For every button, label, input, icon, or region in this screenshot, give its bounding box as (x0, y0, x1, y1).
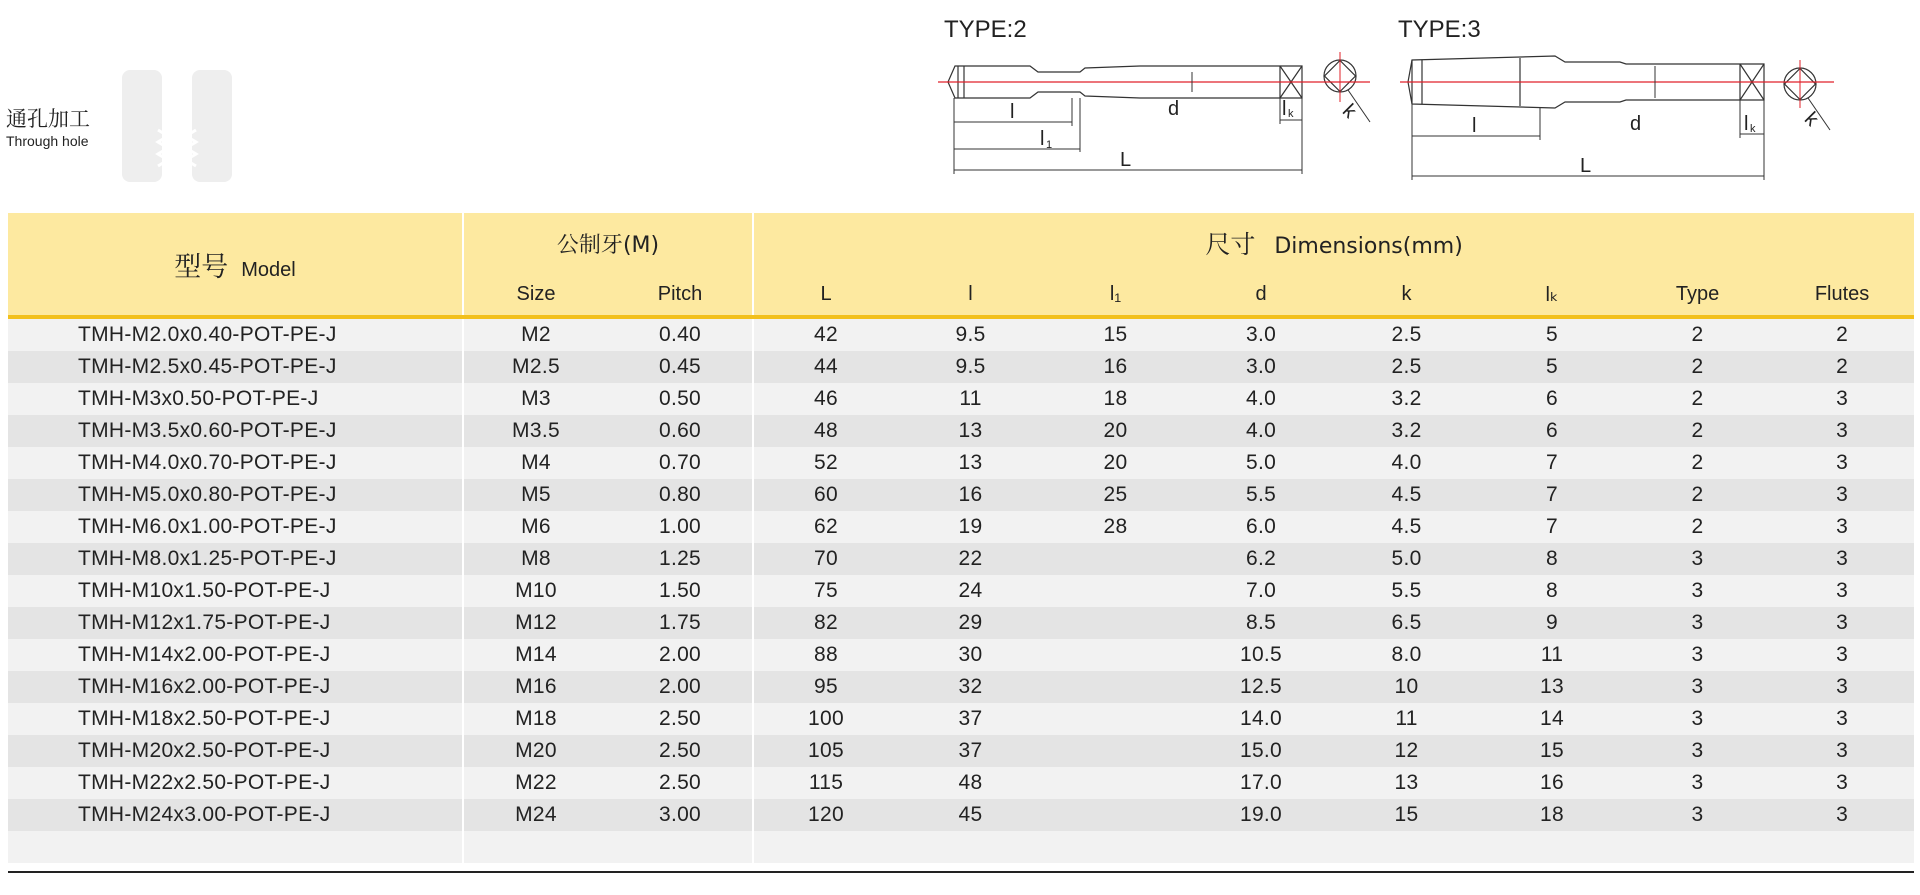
cell-d: 8.5 (1188, 607, 1334, 639)
cell-l1 (1043, 671, 1188, 703)
col-l1-header: l₁ (1043, 273, 1188, 317)
type2-label-L: L (1120, 149, 1132, 171)
cell-L: 100 (753, 703, 898, 735)
cell-size: M3 (463, 383, 608, 415)
cell-flutes: 2 (1770, 351, 1914, 383)
cell-d: 5.5 (1188, 479, 1334, 511)
cell-type: 2 (1625, 479, 1770, 511)
cell-L: 105 (753, 735, 898, 767)
cell-size: M8 (463, 543, 608, 575)
cell-k: 3.2 (1334, 383, 1479, 415)
cell-L: 44 (753, 351, 898, 383)
cell-d: 14.0 (1188, 703, 1334, 735)
cell-size: M20 (463, 735, 608, 767)
cell-pitch: 1.00 (608, 511, 753, 543)
cell-l1: 15 (1043, 317, 1188, 351)
cell-flutes: 3 (1770, 479, 1914, 511)
cell-d: 6.0 (1188, 511, 1334, 543)
cell-type: 3 (1625, 767, 1770, 799)
cell-l: 11 (898, 383, 1043, 415)
cell-size: M24 (463, 799, 608, 831)
cell-flutes: 3 (1770, 799, 1914, 831)
cell-size: M5 (463, 479, 608, 511)
model-header-cn: 型号 (174, 251, 229, 283)
table-row (8, 351, 1914, 383)
through-hole-en: Through hole (6, 133, 89, 149)
cell-k: 8.0 (1334, 639, 1479, 671)
cell-lk: 5 (1479, 351, 1625, 383)
type2-title: TYPE:2 (944, 16, 1027, 43)
type3-label-k: k (1799, 107, 1823, 131)
cell-lk: 8 (1479, 543, 1625, 575)
cell-type: 2 (1625, 351, 1770, 383)
cell-model: TMH-M4.0x0.70-POT-PE-J (8, 447, 463, 479)
cell-L: 120 (753, 799, 898, 831)
cell-l: 19 (898, 511, 1043, 543)
cell-type: 2 (1625, 317, 1770, 351)
cell-d: 10.5 (1188, 639, 1334, 671)
cell-flutes (1770, 831, 1914, 863)
cell-lk: 15 (1479, 735, 1625, 767)
cell-k: 10 (1334, 671, 1479, 703)
cell-model: TMH-M3.5x0.60-POT-PE-J (8, 415, 463, 447)
cell-l1 (1043, 575, 1188, 607)
cell-model: TMH-M16x2.00-POT-PE-J (8, 671, 463, 703)
cell-d: 15.0 (1188, 735, 1334, 767)
table-bottom-rule (8, 871, 1914, 873)
cell-model (8, 831, 463, 863)
table-row (8, 543, 1914, 575)
cell-d: 3.0 (1188, 317, 1334, 351)
cell-lk: 14 (1479, 703, 1625, 735)
cell-k: 15 (1334, 799, 1479, 831)
cell-d: 12.5 (1188, 671, 1334, 703)
cell-type: 3 (1625, 575, 1770, 607)
cell-k: 4.5 (1334, 479, 1479, 511)
cell-pitch: 1.25 (608, 543, 753, 575)
cell-d: 17.0 (1188, 767, 1334, 799)
cell-lk: 7 (1479, 447, 1625, 479)
cell-L: 95 (753, 671, 898, 703)
cell-lk: 16 (1479, 767, 1625, 799)
type2-label-l1-sub: 1 (1046, 139, 1053, 151)
type2-tap-diagram (930, 12, 1380, 192)
cell-flutes: 3 (1770, 383, 1914, 415)
cell-size (463, 831, 608, 863)
model-header (8, 213, 463, 317)
cell-k: 2.5 (1334, 351, 1479, 383)
cell-flutes: 3 (1770, 447, 1914, 479)
through-hole-icon (120, 70, 235, 182)
cell-L: 60 (753, 479, 898, 511)
table-row (8, 831, 1914, 863)
cell-l1: 20 (1043, 447, 1188, 479)
cell-flutes: 3 (1770, 511, 1914, 543)
col-pitch-header: Pitch (608, 273, 753, 317)
cell-k: 3.2 (1334, 415, 1479, 447)
type2-label-lk: l (1282, 98, 1287, 120)
cell-L: 115 (753, 767, 898, 799)
col-type-header: Type (1625, 273, 1770, 317)
spec-table-body (8, 317, 1914, 863)
cell-l: 24 (898, 575, 1043, 607)
col-flutes-header: Flutes (1770, 273, 1914, 317)
cell-model: TMH-M8.0x1.25-POT-PE-J (8, 543, 463, 575)
cell-L: 42 (753, 317, 898, 351)
cell-pitch: 1.50 (608, 575, 753, 607)
cell-l1: 16 (1043, 351, 1188, 383)
cell-l1: 20 (1043, 415, 1188, 447)
cell-l: 9.5 (898, 317, 1043, 351)
cell-size: M16 (463, 671, 608, 703)
table-row (8, 575, 1914, 607)
cell-l: 37 (898, 703, 1043, 735)
cell-lk: 6 (1479, 415, 1625, 447)
cell-type: 2 (1625, 511, 1770, 543)
col-lk-header: lₖ (1479, 273, 1625, 317)
cell-pitch: 0.70 (608, 447, 753, 479)
cell-l: 22 (898, 543, 1043, 575)
cell-l1 (1043, 639, 1188, 671)
cell-flutes: 2 (1770, 317, 1914, 351)
metric-header-cn: 公制牙 (556, 232, 623, 258)
cell-l: 13 (898, 415, 1043, 447)
table-row (8, 511, 1914, 543)
cell-pitch: 0.80 (608, 479, 753, 511)
cell-l: 16 (898, 479, 1043, 511)
cell-k: 12 (1334, 735, 1479, 767)
cell-lk: 18 (1479, 799, 1625, 831)
cell-k: 2.5 (1334, 317, 1479, 351)
cell-flutes: 3 (1770, 543, 1914, 575)
cell-L: 62 (753, 511, 898, 543)
cell-l1 (1043, 543, 1188, 575)
table-row (8, 317, 1914, 351)
table-row (8, 383, 1914, 415)
cell-l1 (1043, 735, 1188, 767)
through-hole-label (6, 108, 90, 150)
cell-size: M22 (463, 767, 608, 799)
cell-lk: 7 (1479, 511, 1625, 543)
cell-L (753, 831, 898, 863)
cell-lk: 7 (1479, 479, 1625, 511)
cell-pitch: 1.75 (608, 607, 753, 639)
model-header-en: Model (241, 258, 296, 281)
cell-L: 46 (753, 383, 898, 415)
cell-L: 70 (753, 543, 898, 575)
cell-size: M4 (463, 447, 608, 479)
cell-d: 4.0 (1188, 383, 1334, 415)
cell-l1 (1043, 767, 1188, 799)
cell-L: 75 (753, 575, 898, 607)
cell-type: 3 (1625, 703, 1770, 735)
cell-pitch: 0.40 (608, 317, 753, 351)
type3-title: TYPE:3 (1398, 16, 1481, 43)
table-row (8, 479, 1914, 511)
cell-size: M12 (463, 607, 608, 639)
cell-model: TMH-M14x2.00-POT-PE-J (8, 639, 463, 671)
spec-table (8, 213, 1914, 863)
cell-l: 9.5 (898, 351, 1043, 383)
cell-lk: 11 (1479, 639, 1625, 671)
cell-type: 2 (1625, 447, 1770, 479)
cell-size: M6 (463, 511, 608, 543)
cell-type: 2 (1625, 383, 1770, 415)
cell-lk: 13 (1479, 671, 1625, 703)
table-row (8, 447, 1914, 479)
cell-flutes: 3 (1770, 607, 1914, 639)
cell-L: 48 (753, 415, 898, 447)
cell-l: 32 (898, 671, 1043, 703)
dimensions-header-cn: 尺寸 (1205, 230, 1256, 259)
cell-l1 (1043, 607, 1188, 639)
cell-size: M14 (463, 639, 608, 671)
cell-pitch: 2.50 (608, 735, 753, 767)
cell-l: 37 (898, 735, 1043, 767)
table-row (8, 703, 1914, 735)
dimensions-header-en: Dimensions(mm) (1274, 234, 1463, 259)
cell-l1 (1043, 799, 1188, 831)
cell-flutes: 3 (1770, 415, 1914, 447)
cell-pitch (608, 831, 753, 863)
cell-lk: 9 (1479, 607, 1625, 639)
cell-pitch: 0.45 (608, 351, 753, 383)
type3-label-lk: l (1744, 113, 1749, 135)
cell-d: 5.0 (1188, 447, 1334, 479)
cell-lk: 8 (1479, 575, 1625, 607)
cell-flutes: 3 (1770, 639, 1914, 671)
type2-label-l1: l (1040, 128, 1045, 150)
table-row (8, 415, 1914, 447)
cell-k: 4.5 (1334, 511, 1479, 543)
cell-size: M10 (463, 575, 608, 607)
cell-model: TMH-M2.0x0.40-POT-PE-J (8, 317, 463, 351)
cell-k (1334, 831, 1479, 863)
table-row (8, 735, 1914, 767)
cell-l: 29 (898, 607, 1043, 639)
cell-flutes: 3 (1770, 575, 1914, 607)
cell-model: TMH-M24x3.00-POT-PE-J (8, 799, 463, 831)
cell-l: 45 (898, 799, 1043, 831)
cell-lk (1479, 831, 1625, 863)
cell-flutes: 3 (1770, 703, 1914, 735)
cell-d: 7.0 (1188, 575, 1334, 607)
cell-model: TMH-M3x0.50-POT-PE-J (8, 383, 463, 415)
cell-l: 30 (898, 639, 1043, 671)
cell-model: TMH-M6.0x1.00-POT-PE-J (8, 511, 463, 543)
cell-l: 48 (898, 767, 1043, 799)
cell-model: TMH-M2.5x0.45-POT-PE-J (8, 351, 463, 383)
type2-label-d: d (1168, 98, 1180, 120)
cell-k: 4.0 (1334, 447, 1479, 479)
cell-pitch: 0.50 (608, 383, 753, 415)
cell-l (898, 831, 1043, 863)
cell-type: 3 (1625, 543, 1770, 575)
through-hole-cn: 通孔加工 (6, 107, 90, 131)
type3-label-lk-sub: k (1750, 123, 1756, 135)
cell-model: TMH-M20x2.50-POT-PE-J (8, 735, 463, 767)
type2-label-l: l (1010, 101, 1015, 123)
cell-model: TMH-M5.0x0.80-POT-PE-J (8, 479, 463, 511)
type3-tap-diagram (1390, 12, 1850, 192)
table-row (8, 671, 1914, 703)
cell-L: 88 (753, 639, 898, 671)
type3-label-L: L (1580, 155, 1592, 177)
cell-L: 52 (753, 447, 898, 479)
table-row (8, 799, 1914, 831)
cell-l1 (1043, 831, 1188, 863)
cell-l1 (1043, 703, 1188, 735)
cell-flutes: 3 (1770, 767, 1914, 799)
col-L-header: L (753, 273, 898, 317)
cell-L: 82 (753, 607, 898, 639)
cell-size: M18 (463, 703, 608, 735)
cell-k: 5.5 (1334, 575, 1479, 607)
cell-model: TMH-M10x1.50-POT-PE-J (8, 575, 463, 607)
cell-pitch: 0.60 (608, 415, 753, 447)
table-row (8, 607, 1914, 639)
cell-type: 3 (1625, 671, 1770, 703)
type2-label-k: k (1337, 99, 1361, 123)
cell-d: 19.0 (1188, 799, 1334, 831)
cell-size: M3.5 (463, 415, 608, 447)
cell-flutes: 3 (1770, 735, 1914, 767)
type2-label-lk-sub: k (1288, 108, 1294, 120)
dimensions-header (753, 213, 1914, 273)
cell-d (1188, 831, 1334, 863)
cell-pitch: 2.00 (608, 639, 753, 671)
metric-header (463, 213, 753, 273)
cell-size: M2 (463, 317, 608, 351)
cell-l1: 18 (1043, 383, 1188, 415)
cell-model: TMH-M12x1.75-POT-PE-J (8, 607, 463, 639)
cell-type (1625, 831, 1770, 863)
cell-type: 3 (1625, 639, 1770, 671)
cell-pitch: 2.50 (608, 703, 753, 735)
cell-pitch: 3.00 (608, 799, 753, 831)
cell-size: M2.5 (463, 351, 608, 383)
cell-type: 2 (1625, 415, 1770, 447)
col-k-header: k (1334, 273, 1479, 317)
cell-type: 3 (1625, 607, 1770, 639)
cell-d: 6.2 (1188, 543, 1334, 575)
cell-l1: 25 (1043, 479, 1188, 511)
cell-k: 6.5 (1334, 607, 1479, 639)
cell-lk: 5 (1479, 317, 1625, 351)
table-row (8, 767, 1914, 799)
cell-k: 5.0 (1334, 543, 1479, 575)
col-size-header: Size (463, 273, 608, 317)
cell-flutes: 3 (1770, 671, 1914, 703)
cell-type: 3 (1625, 799, 1770, 831)
cell-l1: 28 (1043, 511, 1188, 543)
cell-d: 3.0 (1188, 351, 1334, 383)
cell-type: 3 (1625, 735, 1770, 767)
spec-table-container (8, 213, 1914, 863)
type3-label-l: l (1472, 115, 1477, 137)
cell-d: 4.0 (1188, 415, 1334, 447)
type3-label-d: d (1630, 113, 1642, 135)
table-row (8, 639, 1914, 671)
cell-model: TMH-M22x2.50-POT-PE-J (8, 767, 463, 799)
metric-header-m: (M) (622, 232, 660, 258)
col-d-header: d (1188, 273, 1334, 317)
cell-pitch: 2.00 (608, 671, 753, 703)
cell-l: 13 (898, 447, 1043, 479)
col-l-header: l (898, 273, 1043, 317)
cell-pitch: 2.50 (608, 767, 753, 799)
cell-k: 11 (1334, 703, 1479, 735)
cell-k: 13 (1334, 767, 1479, 799)
cell-lk: 6 (1479, 383, 1625, 415)
cell-model: TMH-M18x2.50-POT-PE-J (8, 703, 463, 735)
